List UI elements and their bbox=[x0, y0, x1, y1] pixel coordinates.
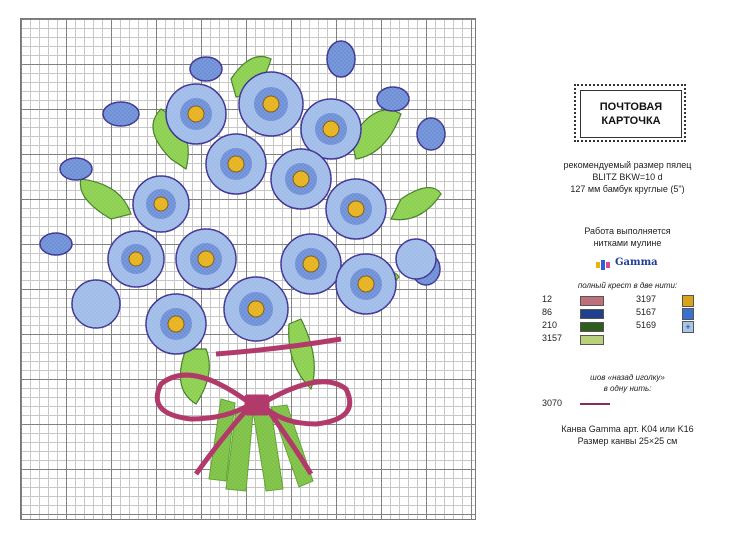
legend-row bbox=[542, 333, 712, 346]
legend-code: 3070 bbox=[542, 398, 563, 408]
postcard-title-line2: КАРТОЧКА bbox=[601, 115, 661, 127]
legend-code: 210 bbox=[542, 320, 558, 330]
legend-swatch bbox=[580, 322, 604, 332]
backstitch-line-swatch bbox=[580, 403, 610, 405]
legend-swatch-dot-icon bbox=[682, 295, 694, 307]
legend-swatch bbox=[580, 335, 604, 345]
full-cross-caption: полный крест в две нити: bbox=[577, 281, 678, 290]
thread-legend bbox=[542, 294, 712, 346]
backstitch-caption-line2: в одну нить: bbox=[603, 384, 652, 393]
legend-row bbox=[542, 398, 712, 411]
info-panel bbox=[520, 0, 735, 533]
backstitch-legend bbox=[542, 398, 712, 411]
backstitch-caption-line1: шов «назад иголку» bbox=[590, 373, 665, 382]
work-line1: Работа выполняется bbox=[584, 226, 671, 236]
postcard-title-line1: ПОЧТОВАЯ bbox=[599, 101, 663, 113]
legend-row bbox=[542, 307, 712, 320]
brand-name: Gamma bbox=[615, 256, 658, 268]
brand-logo-icon bbox=[596, 257, 612, 267]
legend-swatch-dot-icon bbox=[682, 308, 694, 320]
hoop-line2: BLITZ BKW=10 d bbox=[592, 172, 663, 182]
legend-code: 5167 bbox=[636, 307, 657, 317]
bouquet-illustration bbox=[21, 19, 475, 519]
legend-swatch bbox=[580, 296, 604, 306]
legend-row bbox=[542, 294, 712, 307]
gamma-logo bbox=[596, 255, 676, 269]
legend-row bbox=[542, 320, 712, 333]
legend-swatch bbox=[580, 309, 604, 319]
cross-stitch-chart bbox=[20, 18, 476, 520]
hoop-line1: рекомендуемый размер пялец bbox=[563, 160, 692, 170]
postcard-stamp bbox=[574, 84, 686, 142]
legend-code: 3197 bbox=[636, 294, 657, 304]
postcard-stamp-inner bbox=[580, 90, 682, 138]
legend-code: 12 bbox=[542, 294, 553, 304]
legend-code: 5169 bbox=[636, 320, 657, 330]
canvas-line1: Канва Gamma арт. K04 или K16 bbox=[561, 424, 694, 434]
hoop-line3: 127 мм бамбук круглые (5") bbox=[570, 184, 685, 194]
canvas-line2: Размер канвы 25×25 см bbox=[577, 436, 678, 446]
work-line2: нитками мулине bbox=[593, 238, 662, 248]
legend-code: 86 bbox=[542, 307, 553, 317]
legend-code: 3157 bbox=[542, 333, 563, 343]
legend-swatch-plus-icon: + bbox=[682, 321, 694, 333]
